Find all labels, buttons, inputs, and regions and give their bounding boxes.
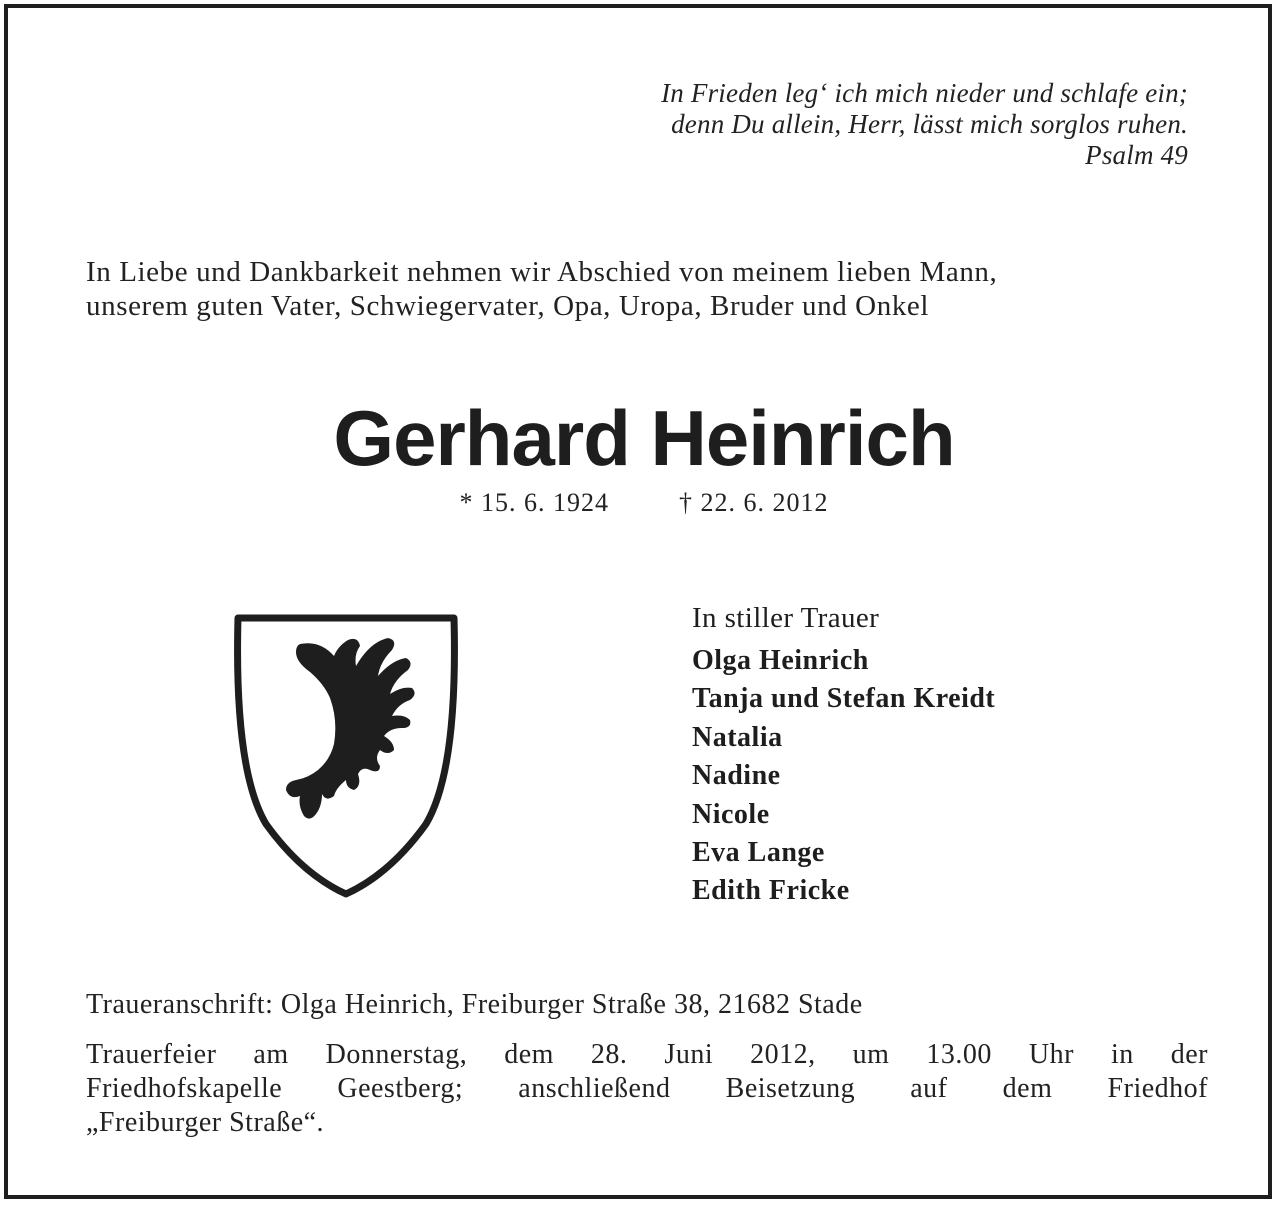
mourner-name: Tanja und Stefan Kreidt <box>692 683 996 715</box>
farewell-line: unserem guten Vater, Schwiegervater, Opa, Uropa, Bruder und Onkel <box>86 290 930 322</box>
mourning-address: Traueranschrift: Olga Heinrich, Freiburger Straße 38, 21682 Stade <box>86 989 863 1020</box>
funeral-line: Friedhofskapelle Geestberg; anschließend Beisetzung auf dem Friedhof <box>86 1073 1208 1104</box>
mourner-name: Nicole <box>692 798 770 830</box>
death-date: † 22. 6. 2012 <box>679 488 829 517</box>
verse-source: Psalm 49 <box>1085 140 1188 170</box>
mourner-name: Natalia <box>692 721 783 753</box>
farewell-line: In Liebe und Dankbarkeit nehmen wir Abschied von meinem lieben Mann, <box>86 256 998 288</box>
mourner-name: Olga Heinrich <box>692 645 869 676</box>
mourner-name: Nadine <box>692 760 781 792</box>
funeral-line: Trauerfeier am Donnerstag, dem 28. Juni 2012, um 13.00 Uhr in der <box>86 1039 1208 1070</box>
mourners-lead: In stiller Trauer <box>692 602 880 634</box>
coat-of-arms-antler-icon <box>230 610 462 902</box>
mourners-list <box>692 598 995 911</box>
life-dates <box>8 486 1280 520</box>
farewell-text <box>86 255 997 323</box>
verse-line: In Frieden leg‘ ich mich nieder und schlafe ein; <box>661 78 1188 108</box>
obituary-frame <box>4 4 1272 1199</box>
deceased-name: Gerhard Heinrich <box>333 394 955 482</box>
psalm-verse <box>661 78 1188 171</box>
funeral-details <box>86 1038 1208 1140</box>
mourner-name: Eva Lange <box>692 837 825 869</box>
verse-line: denn Du allein, Herr, lässt mich sorglos ruhen. <box>671 109 1188 139</box>
birth-date: * 15. 6. 1924 <box>459 488 609 517</box>
mourner-name: Edith Fricke <box>692 875 850 907</box>
funeral-line: „Freiburger Straße“. <box>86 1107 325 1138</box>
